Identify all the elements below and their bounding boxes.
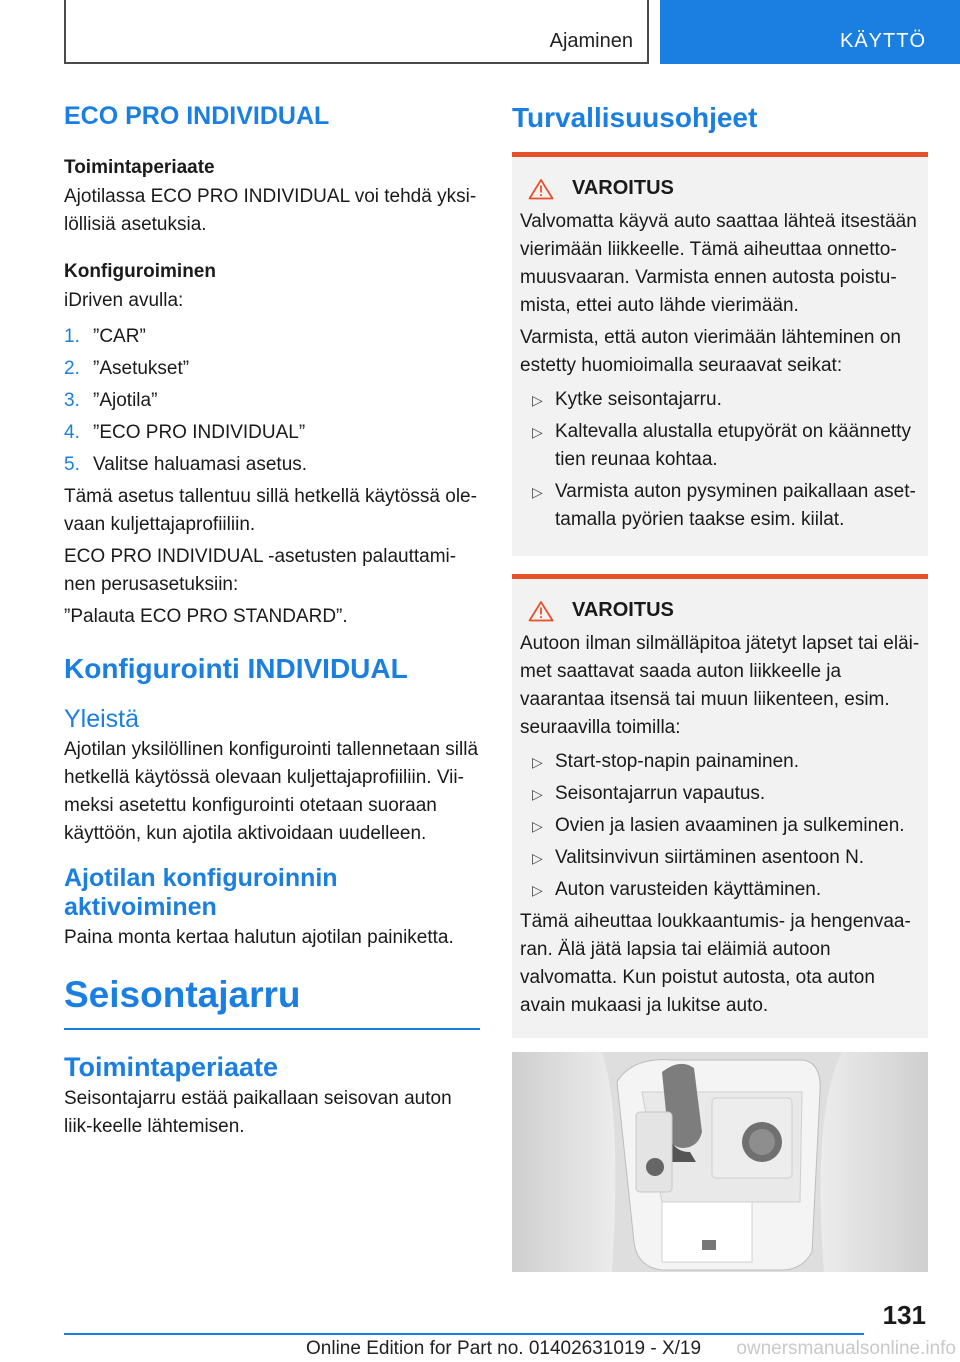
header-chapter-box bbox=[64, 0, 649, 64]
parking-principle-text: Seisontajarru estää paikallaan seisovan auton liik-keelle lähtemisen. bbox=[64, 1088, 452, 1137]
bullet-triangle-icon: ▷ bbox=[532, 818, 543, 834]
watermark: ownersmanualsonline.info bbox=[736, 1338, 956, 1359]
bullet-triangle-icon: ▷ bbox=[532, 786, 543, 802]
gear-selector-illustration bbox=[512, 1052, 928, 1272]
activate-heading: Ajotilan konfiguroinnin aktivoiminen bbox=[64, 864, 338, 921]
list-item: 1. ”CAR” bbox=[64, 326, 146, 347]
warning-list bbox=[520, 386, 920, 534]
list-item: 2. ”Asetukset” bbox=[64, 358, 190, 379]
list-item: ▷ Ovien ja lasien avaaminen ja sulkeminen. bbox=[520, 812, 920, 840]
bullet-triangle-icon: ▷ bbox=[532, 484, 543, 500]
list-item: ▷ Kytke seisontajarru. bbox=[520, 386, 920, 414]
list-item: ▷ Varmista auton pysyminen paikallaan aset-tamalla pyörien taakse esim. kiilat. bbox=[520, 478, 920, 534]
config-heading: Konfiguroiminen bbox=[64, 261, 216, 282]
bullet-triangle-icon: ▷ bbox=[532, 882, 543, 898]
warning-text: Autoon ilman silmälläpitoa jätetyt lapset tai eläi-met saattavat saada auton liikkeelle ja vaarantaa itsensä tai muun liikenteen, esim. seuraavilla toimilla: bbox=[520, 633, 920, 738]
saved-text: Tämä asetus tallentuu sillä hetkellä käytössä ole-vaan kuljettajaprofiiliin. bbox=[64, 486, 477, 535]
list-item: ▷ Auton varusteiden käyttäminen. bbox=[520, 876, 920, 904]
general-heading: Yleistä bbox=[64, 705, 140, 733]
bullet-triangle-icon: ▷ bbox=[532, 424, 543, 440]
bullet-triangle-icon: ▷ bbox=[532, 850, 543, 866]
warning-header bbox=[520, 177, 920, 200]
bullet-triangle-icon: ▷ bbox=[532, 754, 543, 770]
eco-title: ECO PRO INDIVIDUAL bbox=[64, 102, 330, 130]
center-console-image bbox=[512, 1052, 928, 1272]
config-intro: iDriven avulla: bbox=[64, 290, 184, 311]
left-column bbox=[64, 100, 480, 1141]
individual-title: Konfigurointi INDIVIDUAL bbox=[64, 653, 408, 684]
config-steps bbox=[64, 323, 480, 479]
right-column bbox=[512, 100, 928, 1095]
warning-label: VAROITUS bbox=[572, 599, 674, 621]
warning-box-1 bbox=[512, 152, 928, 556]
warning-triangle-icon bbox=[528, 178, 554, 200]
safety-title: Turvallisuusohjeet bbox=[512, 102, 758, 133]
reset-value: ”Palauta ECO PRO STANDARD”. bbox=[64, 606, 348, 627]
warning-box-2 bbox=[512, 574, 928, 1038]
parking-principle-heading: Toimintaperiaate bbox=[64, 1052, 279, 1082]
footer-rule bbox=[64, 1333, 864, 1335]
warning-triangle-icon bbox=[528, 600, 554, 622]
list-item: ▷ Valitsinvivun siirtäminen asentoon N. bbox=[520, 844, 920, 872]
page-number: 131 bbox=[882, 1300, 926, 1330]
warning-header bbox=[520, 599, 920, 622]
warning-text-2: Tämä aiheuttaa loukkaantumis- ja hengenvaa-ran. Älä jätä lapsia tai eläimiä autoon valvomatta. Kun poistut autosta, ota auton avain mukaasi ja lukitse auto. bbox=[520, 911, 911, 1016]
principle-heading: Toimintaperiaate bbox=[64, 157, 215, 178]
reset-text: ECO PRO INDIVIDUAL -asetusten palauttami-nen perusasetuksiin: bbox=[64, 546, 457, 595]
principle-text: Ajotilassa ECO PRO INDIVIDUAL voi tehdä yksi-löllisiä asetuksia. bbox=[64, 186, 477, 235]
parking-title: Seisontajarru bbox=[64, 974, 480, 1030]
list-item: 3. ”Ajotila” bbox=[64, 390, 158, 411]
list-item: 5. Valitse haluamasi asetus. bbox=[64, 454, 308, 475]
warning-list bbox=[520, 748, 920, 904]
warning-text: Valvomatta käyvä auto saattaa lähteä itsestään vierimään liikkeelle. Tämä aiheuttaa onnetto-muusvaaran. Varmista ennen autosta poistu-mista, ettei auto lähde vierimään. bbox=[520, 211, 917, 316]
list-item: ▷ Start-stop-napin painaminen. bbox=[520, 748, 920, 776]
activate-text: Paina monta kertaa halutun ajotilan painiketta. bbox=[64, 927, 454, 948]
header-chapter: Ajaminen bbox=[549, 30, 633, 52]
list-item: 4. ”ECO PRO INDIVIDUAL” bbox=[64, 422, 306, 443]
footer-edition: Online Edition for Part no. 01402631019 - X/19 bbox=[306, 1338, 702, 1359]
warning-label: VAROITUS bbox=[572, 177, 674, 199]
warning-text-2: Varmista, että auton vierimään lähteminen on estetty huomioimalla seuraavat seikat: bbox=[520, 327, 901, 376]
list-item: ▷ Kaltevalla alustalla etupyörät on käännetty tien reunaa kohtaa. bbox=[520, 418, 920, 474]
list-item: ▷ Seisontajarrun vapautus. bbox=[520, 780, 920, 808]
header-section: KÄYTTÖ bbox=[839, 30, 926, 52]
bullet-triangle-icon: ▷ bbox=[532, 392, 543, 408]
general-text: Ajotilan yksilöllinen konfigurointi tallennetaan sillä hetkellä käytössä olevaan kuljettajaprofiiliin. Vii-meksi asetettu konfigurointi otetaan suoraan käyttöön, kun ajotila aktivoidaan uudelleen. bbox=[64, 739, 479, 844]
header-section-tab bbox=[660, 0, 960, 64]
